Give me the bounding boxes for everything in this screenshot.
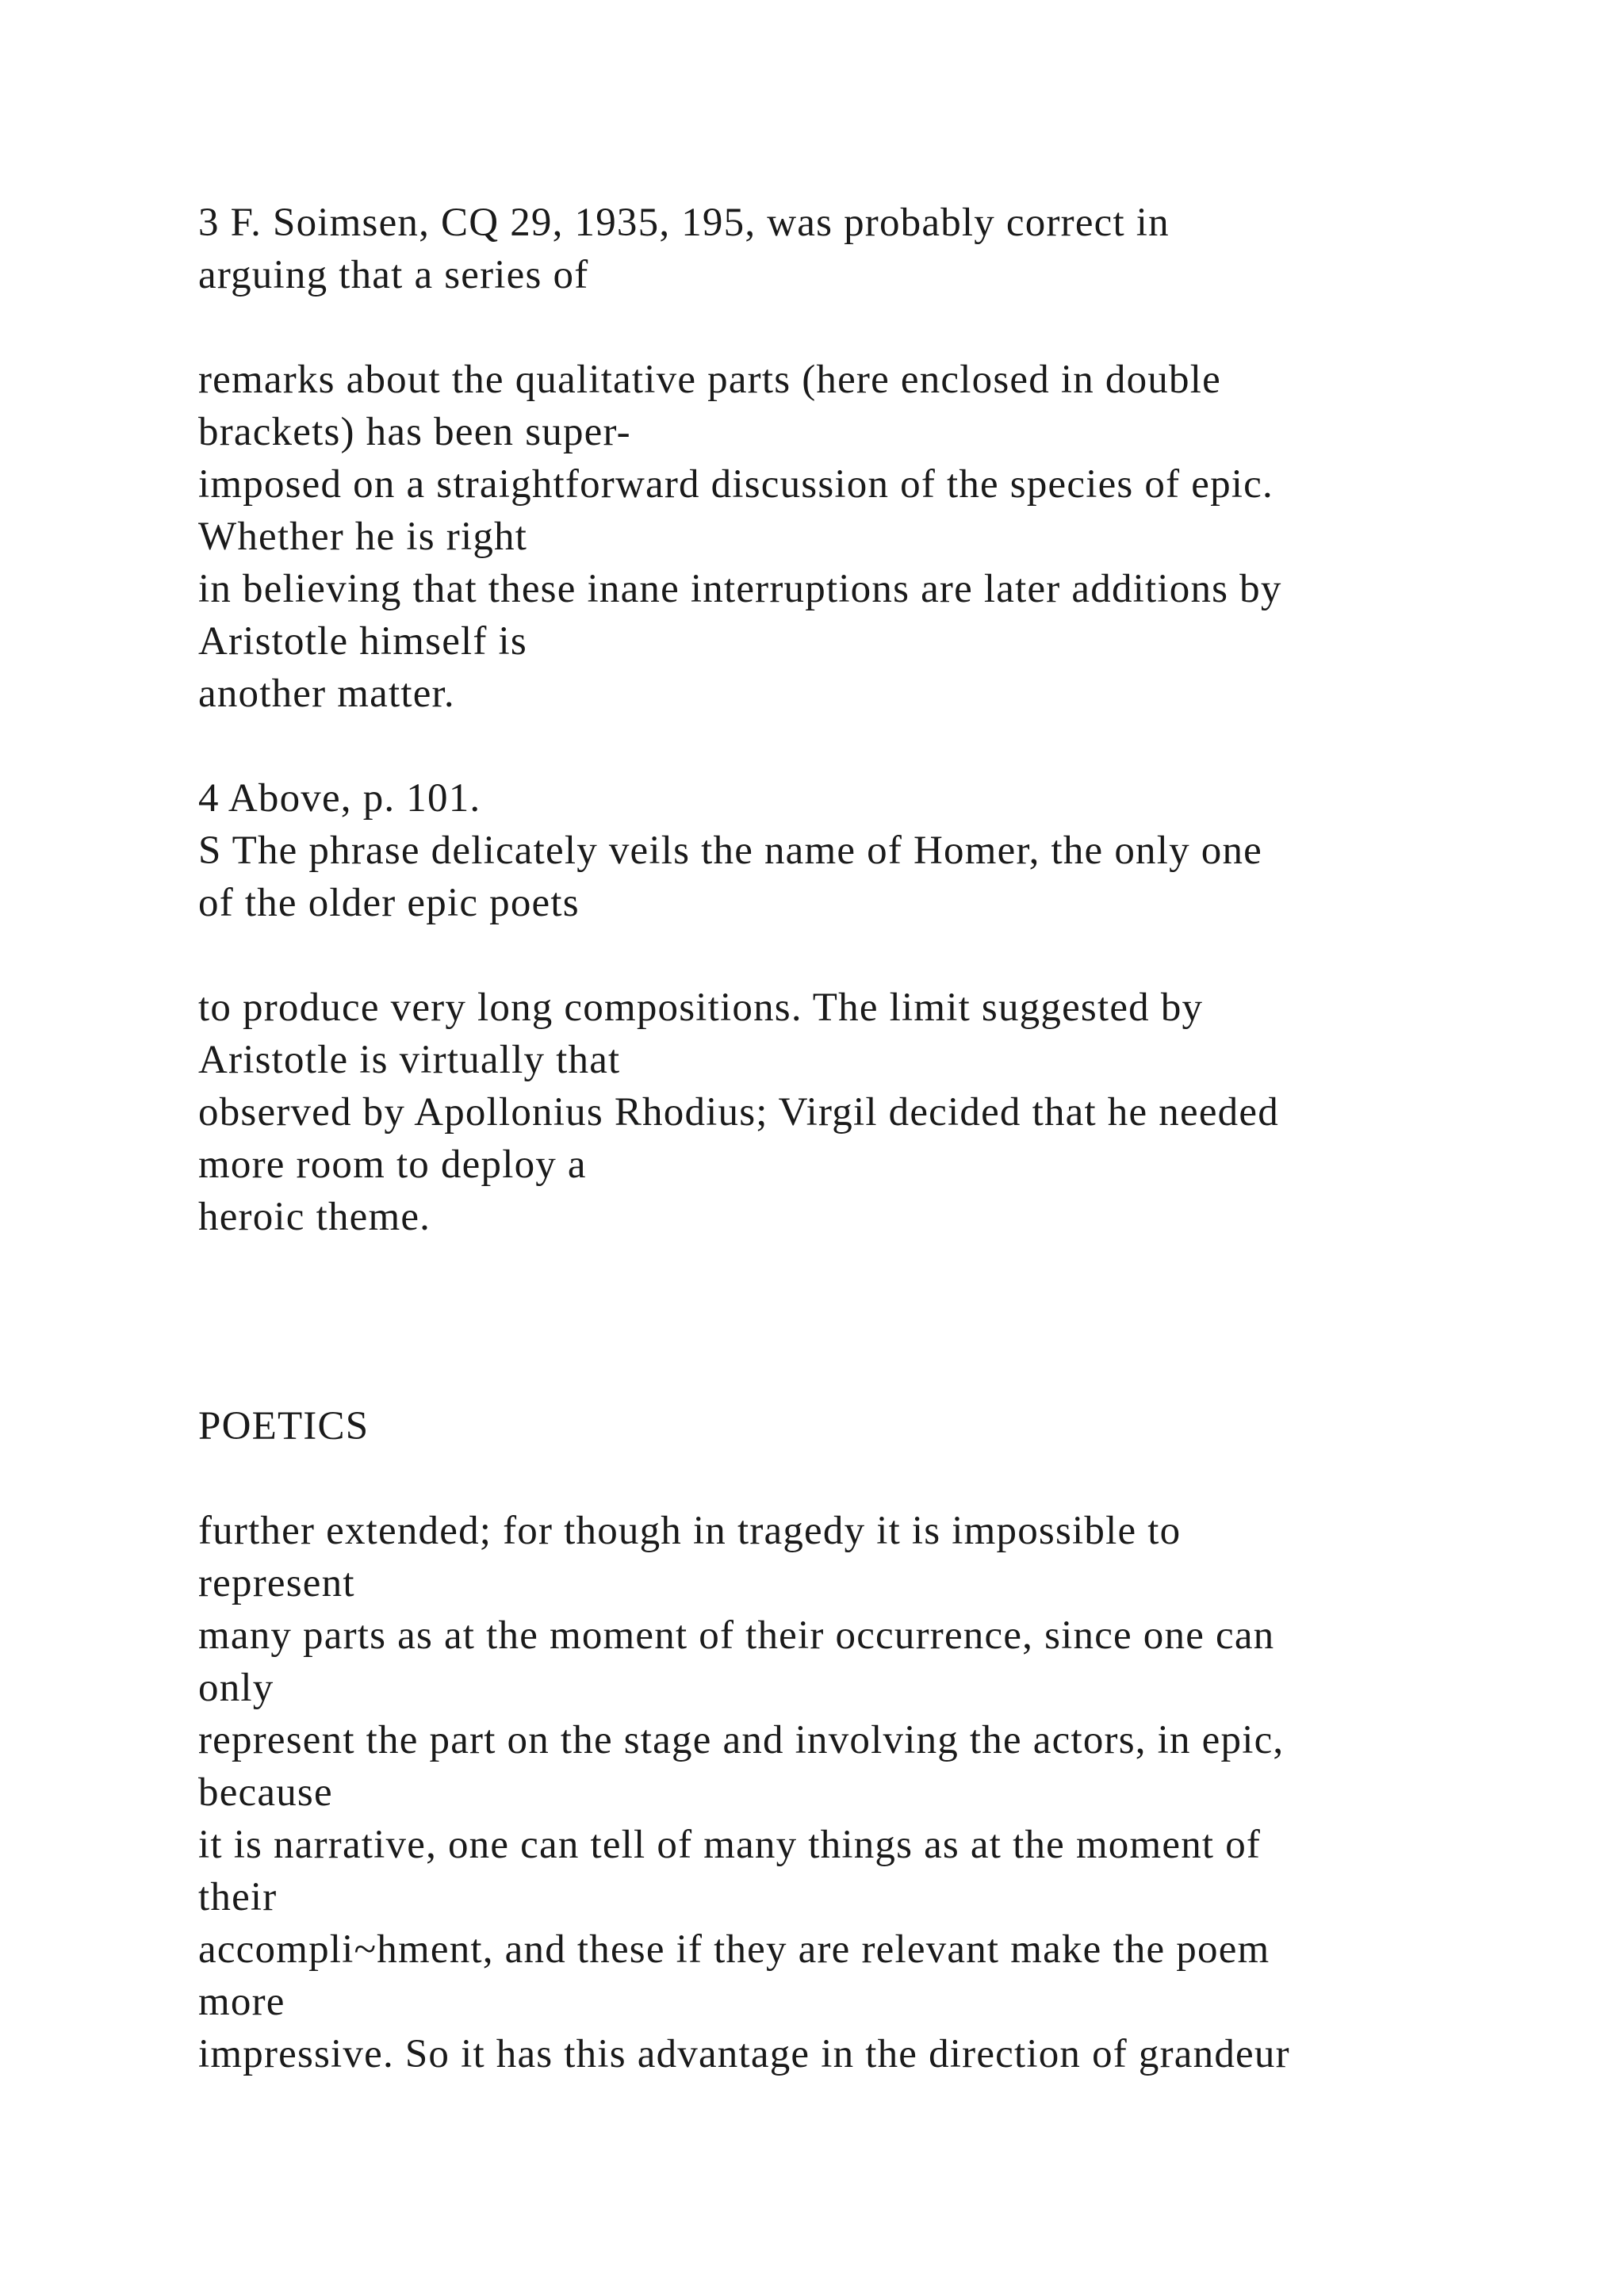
footnote-line: remarks about the qualitative parts (here enclosed in double (198, 358, 1221, 402)
document-text (198, 197, 1530, 2080)
body-line: their (198, 1875, 278, 1919)
body-line: only (198, 1666, 274, 1710)
footnote-line: Aristotle himself is (198, 619, 527, 664)
body-line: impressive. So it has this advantage in the direction of grandeur (198, 2032, 1290, 2076)
footnote-line: observed by Apollonius Rhodius; Virgil decided that he needed (198, 1090, 1279, 1135)
body-line: represent the part on the stage and involving the actors, in epic, (198, 1718, 1285, 1762)
footnote-line (198, 929, 1530, 982)
body-line: represent (198, 1561, 355, 1605)
footnote-line: heroic theme. (198, 1195, 431, 1239)
footnote-line: arguing that a series of (198, 253, 589, 297)
footnote-line: Aristotle is virtually that (198, 1038, 621, 1082)
body-line: many parts as at the moment of their occurrence, since one can (198, 1613, 1275, 1658)
body-line: accompli~hment, and these if they are relevant make the poem (198, 1927, 1270, 1972)
footnote-line: more room to deploy a (198, 1142, 587, 1187)
footnote-line: to produce very long compositions. The limit suggested by (198, 985, 1204, 1030)
body-line: it is narrative, one can tell of many things as at the moment of (198, 1823, 1262, 1867)
footnote-line: of the older epic poets (198, 881, 580, 925)
footnote-line: 3 F. Soimsen, CQ 29, 1935, 195, was probably correct in (198, 201, 1170, 245)
footnote-5 (198, 825, 1530, 1243)
spacer (198, 720, 1530, 772)
footnote-line: in believing that these inane interruptions are later additions by (198, 567, 1282, 611)
footnote-line: another matter. (198, 672, 455, 716)
body-line: because (198, 1770, 333, 1815)
running-head: POETICS (198, 1404, 370, 1448)
footnote-line: Whether he is right (198, 515, 528, 559)
body-text (198, 1505, 1530, 2080)
spacer (198, 1243, 1530, 1400)
footnote-line: imposed on a straightforward discussion of the species of epic. (198, 462, 1274, 507)
footnote-line: brackets) has been super- (198, 410, 631, 454)
footnote-4: 4 Above, p. 101. (198, 776, 481, 821)
spacer (198, 1452, 1530, 1505)
body-line: further extended; for though in tragedy it is impossible to (198, 1509, 1182, 1553)
footnote-line (198, 301, 1530, 354)
footnote-3 (198, 197, 1530, 720)
body-line: more (198, 1980, 285, 2024)
footnote-line: S The phrase delicately veils the name of Homer, the only one (198, 828, 1262, 873)
